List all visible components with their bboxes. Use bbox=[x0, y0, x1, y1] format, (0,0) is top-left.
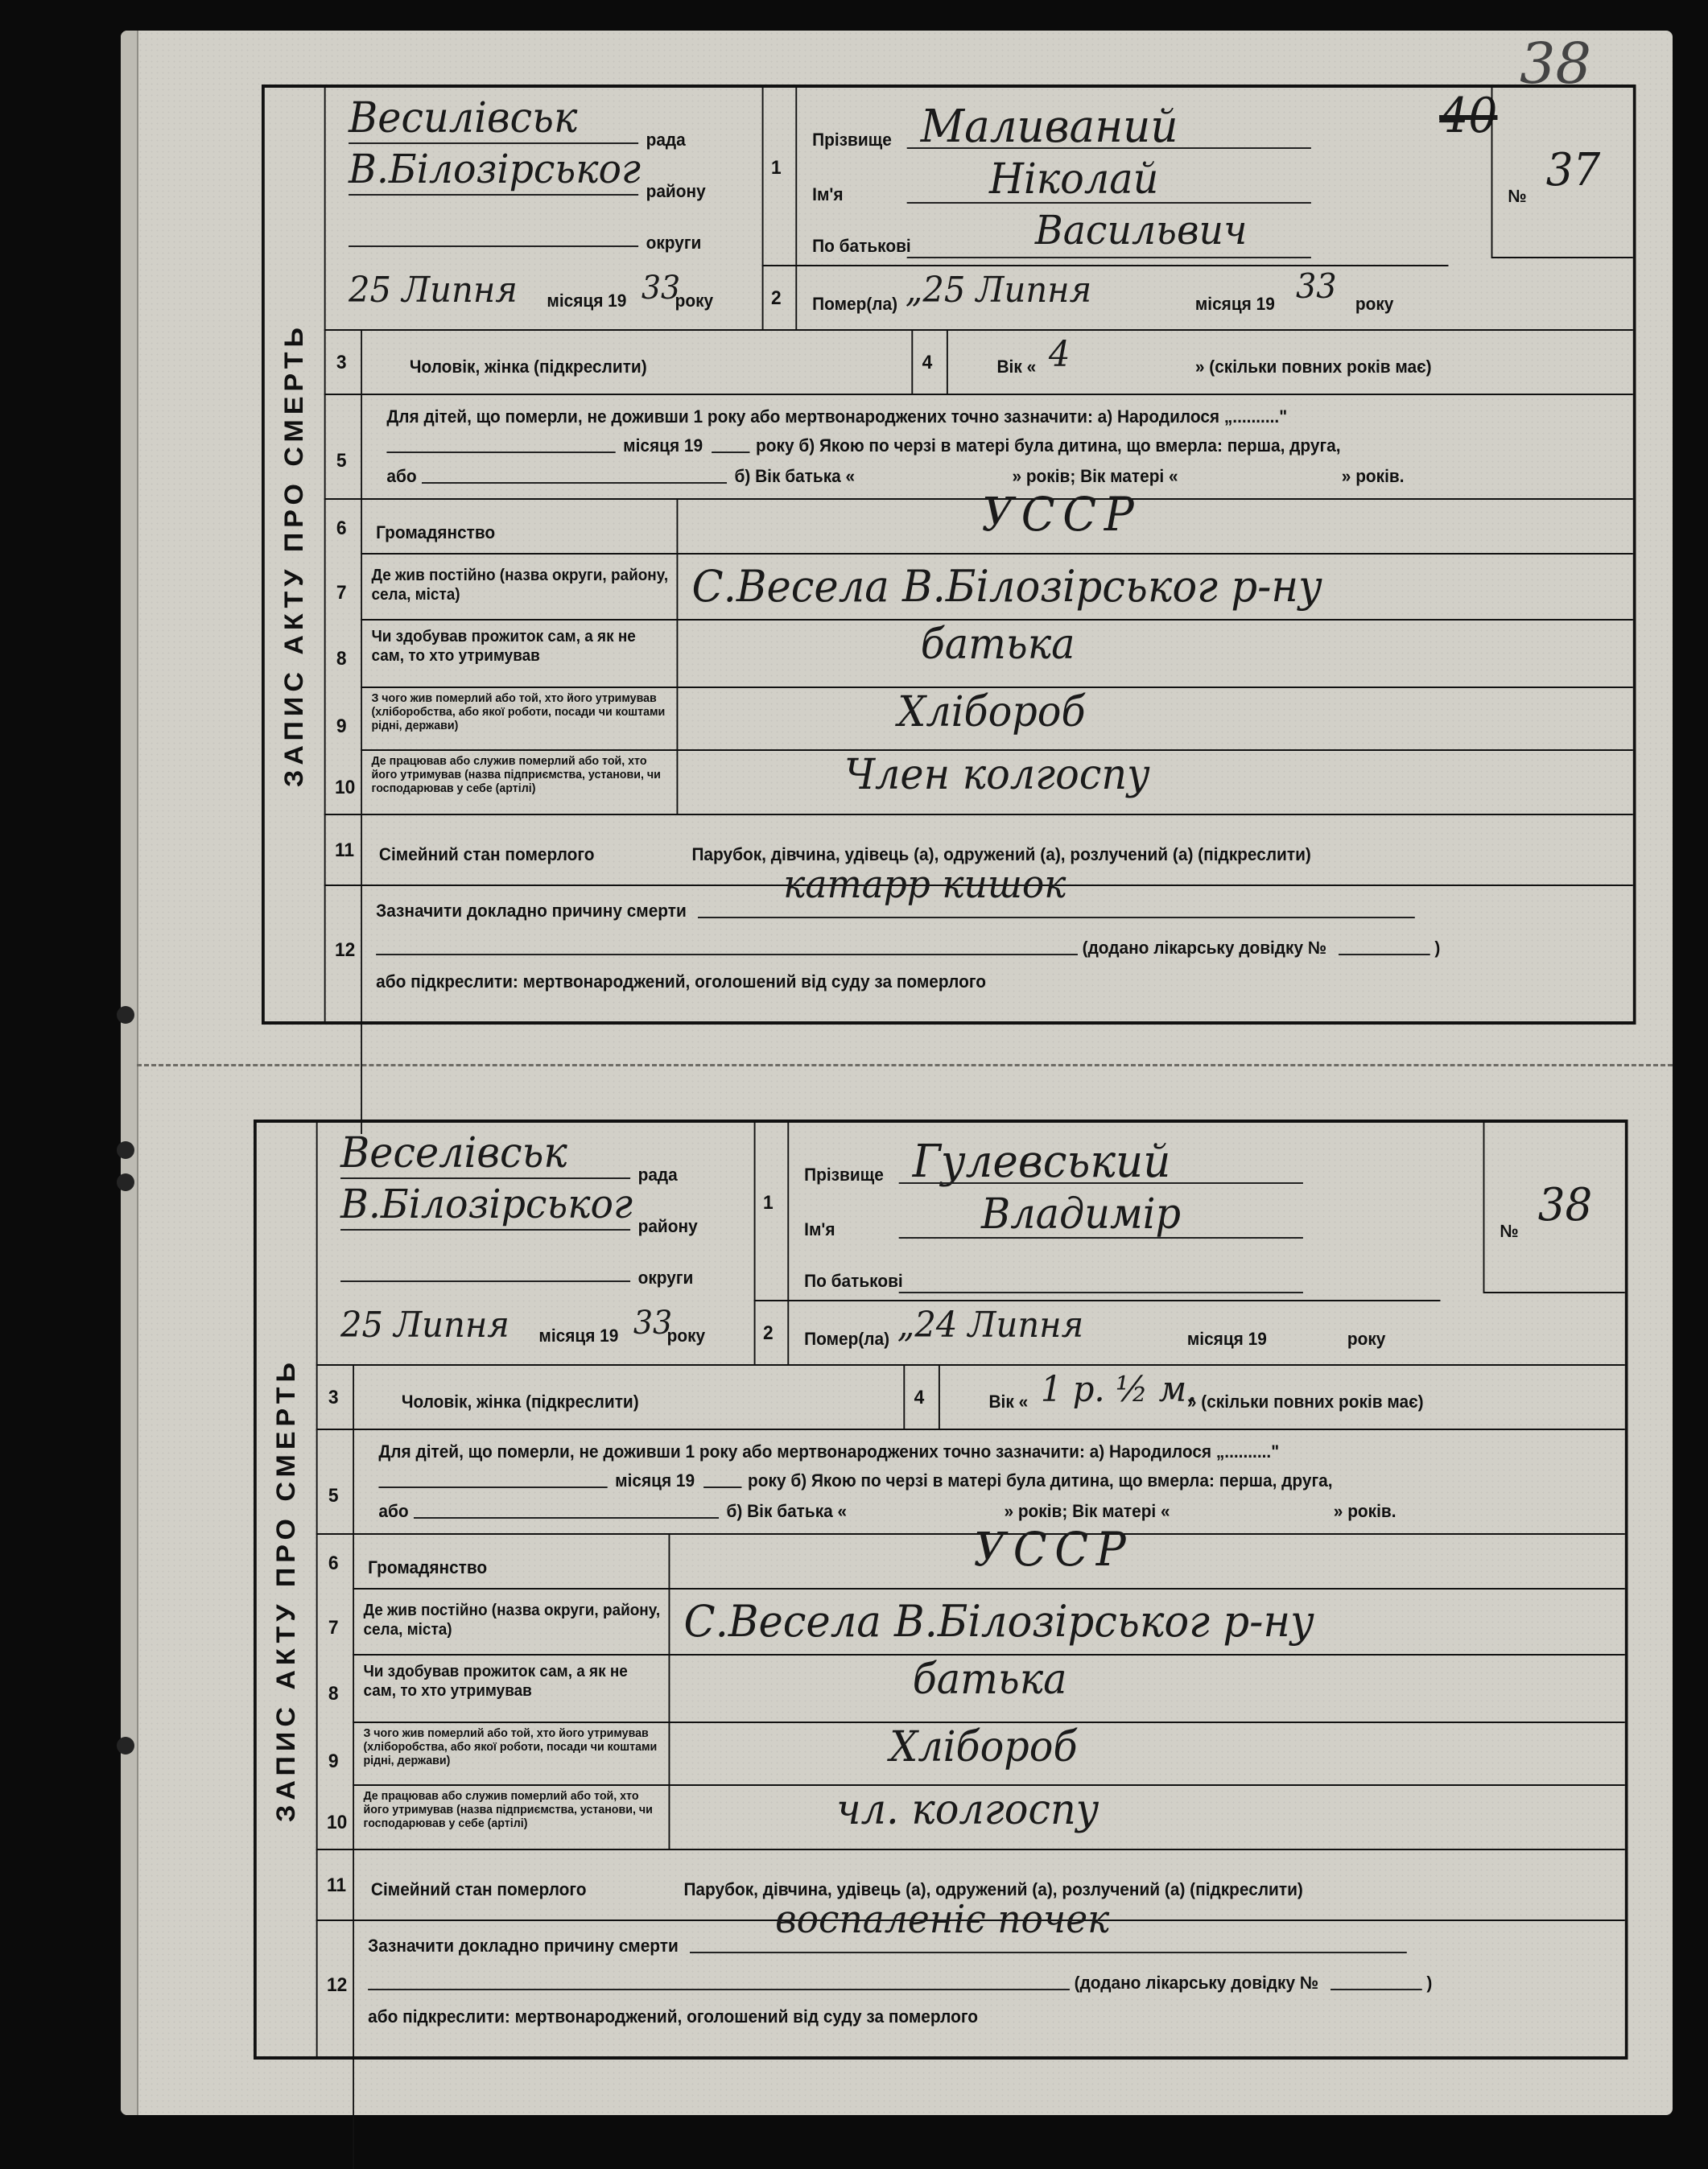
hw-citizen: УССР bbox=[981, 487, 1142, 542]
label-livelihood: Чи здобував прожиток сам, а як не сам, то хто утримував bbox=[363, 1663, 628, 1700]
label-marital: Сімейний стан померлого bbox=[370, 1879, 587, 1899]
row7-num: 7 bbox=[328, 1617, 339, 1639]
hw-age: 1 р. ½ м. bbox=[1040, 1369, 1198, 1410]
row6-num: 6 bbox=[328, 1553, 339, 1574]
label-citizen: Громадянство bbox=[376, 522, 496, 542]
rule-line bbox=[762, 88, 764, 329]
label-rayon: району bbox=[646, 181, 706, 201]
rule-line bbox=[414, 1517, 719, 1519]
rule-line bbox=[324, 498, 1633, 500]
death-record-form-1 bbox=[262, 85, 1636, 1025]
punch-hole bbox=[117, 1141, 134, 1159]
label-age: Вік « bbox=[988, 1392, 1029, 1412]
binding-strip bbox=[121, 31, 138, 2115]
label-patronymic: По батькові bbox=[804, 1271, 903, 1291]
row1-num: 1 bbox=[762, 1192, 774, 1214]
rule-line bbox=[316, 1849, 1625, 1850]
label-no: № bbox=[1508, 186, 1527, 206]
label-livelihood: Чи здобував прожиток сам, а як не сам, то хто утримував bbox=[371, 628, 636, 665]
label-surname: Прізвище bbox=[812, 130, 892, 150]
row11-num: 11 bbox=[334, 839, 355, 861]
rule-line bbox=[316, 1429, 1625, 1430]
rule-line bbox=[386, 452, 615, 453]
rule-line bbox=[340, 1177, 630, 1179]
hw-reg-date: 25 Липня bbox=[349, 270, 518, 311]
rule-line bbox=[422, 482, 727, 484]
rule-line bbox=[324, 814, 1633, 815]
hw-name: Владимір bbox=[981, 1190, 1182, 1239]
hw-work: Член колгоспу bbox=[844, 751, 1150, 799]
label-name: Ім'я bbox=[812, 184, 844, 204]
label-rada: рада bbox=[646, 130, 686, 150]
rule-line bbox=[316, 1123, 318, 2056]
rule-line bbox=[349, 245, 638, 247]
label-age-end: » (скільки повних років має) bbox=[1186, 1392, 1424, 1412]
hw-rada: Веселівськ bbox=[340, 1129, 567, 1177]
row5-l3a: або bbox=[378, 1501, 409, 1521]
label-died-year: року bbox=[1347, 1329, 1386, 1349]
rule-line bbox=[939, 1364, 940, 1429]
label-okrug: округи bbox=[646, 233, 702, 253]
hw-no: 38 bbox=[1537, 1179, 1593, 1231]
rule-line bbox=[668, 1533, 670, 1849]
row5-l2b: року б) Якою по черзі в матері була дитина, що вмерла: перша, друга, bbox=[756, 435, 1341, 456]
hw-reg-year: 33 bbox=[641, 270, 681, 307]
label-no: № bbox=[1500, 1221, 1519, 1241]
hw-income: Хлібороб bbox=[897, 688, 1086, 736]
punch-hole bbox=[117, 1737, 134, 1755]
rule-line bbox=[911, 329, 913, 394]
label-died: Помер(ла) bbox=[812, 294, 898, 314]
rule-line bbox=[899, 1292, 1303, 1293]
label-sex: Чоловік, жінка (підкреслити) bbox=[409, 357, 647, 377]
rule-line bbox=[676, 498, 678, 814]
hw-age: 4 bbox=[1048, 334, 1071, 375]
label-rada: рада bbox=[637, 1165, 678, 1185]
rule-line bbox=[316, 1533, 1625, 1535]
row5-l2: місяця 19 bbox=[623, 435, 703, 456]
rule-line bbox=[703, 1487, 741, 1488]
row5-l2: місяця 19 bbox=[615, 1470, 695, 1491]
hw-cause: воспаленіє почек bbox=[775, 1897, 1110, 1942]
row4-num: 4 bbox=[914, 1387, 925, 1408]
rule-line bbox=[368, 1989, 1070, 1990]
rule-line bbox=[787, 1123, 789, 1364]
label-name: Ім'я bbox=[804, 1219, 835, 1239]
row9-num: 9 bbox=[328, 1750, 339, 1772]
row3-num: 3 bbox=[336, 352, 347, 373]
rule-line bbox=[1491, 88, 1493, 257]
rule-line bbox=[349, 194, 638, 196]
row5-l1: Для дітей, що померли, не доживши 1 року або мертвонароджених точно зазначити: а) Народилося „.........." bbox=[378, 1441, 1280, 1462]
row2-num: 2 bbox=[762, 1322, 774, 1344]
label-died-month: місяця 19 bbox=[1186, 1329, 1267, 1349]
hw-patronymic: Васильвич bbox=[1034, 207, 1248, 254]
death-record-form-2 bbox=[254, 1120, 1628, 2060]
label-citizen: Громадянство bbox=[368, 1557, 488, 1577]
page-stamp: 38 bbox=[1520, 31, 1592, 97]
rule-line bbox=[1483, 1123, 1485, 1292]
hw-died: „25 Липня bbox=[905, 270, 1092, 311]
label-marital-options: Парубок, дівчина, удівець (а), одружений (а), розлучений (а) (підкреслити) bbox=[683, 1879, 1303, 1899]
label-age-end: » (скільки повних років має) bbox=[1194, 357, 1432, 377]
row5-l3c: » років; Вік матері « bbox=[1012, 466, 1178, 486]
hw-reg-year: 33 bbox=[633, 1305, 673, 1342]
rule-line bbox=[340, 1280, 630, 1282]
punch-hole bbox=[117, 1173, 134, 1191]
row11-num: 11 bbox=[326, 1874, 347, 1896]
row5-l1: Для дітей, що померли, не доживши 1 року або мертвонароджених точно зазначити: а) Народилося „.........." bbox=[386, 406, 1288, 427]
label-marital-options: Парубок, дівчина, удівець (а), одружений (а), розлучений (а) (підкреслити) bbox=[691, 844, 1311, 864]
row1-num: 1 bbox=[770, 157, 782, 179]
rule-line bbox=[1339, 954, 1430, 955]
label-cause: Зазначити докладно причину смерти bbox=[368, 1936, 679, 1956]
label-work: Де працював або служив померлий або той, хто його утримував (назва підприємства, установи, чи господарював у себе (артілі) bbox=[371, 754, 661, 795]
rule-line bbox=[754, 1123, 756, 1364]
hw-rada: Весилівськ bbox=[349, 94, 578, 142]
rule-line bbox=[762, 265, 1449, 266]
side-title bbox=[257, 1123, 316, 2056]
hw-no: 37 bbox=[1545, 144, 1601, 196]
rule-line bbox=[376, 954, 1078, 955]
hw-citizen: УССР bbox=[973, 1522, 1134, 1577]
label-doctor: (додано лікарську довідку № bbox=[1082, 938, 1327, 958]
rule-line bbox=[1491, 257, 1633, 258]
row5-num: 5 bbox=[328, 1485, 339, 1507]
rule-line bbox=[947, 329, 948, 394]
row8-num: 8 bbox=[328, 1683, 339, 1705]
hw-died: „24 Липня bbox=[897, 1305, 1084, 1346]
row9-num: 9 bbox=[336, 715, 347, 737]
row2-num: 2 bbox=[770, 287, 782, 309]
hw-work: чл. колгоспу bbox=[835, 1786, 1099, 1834]
punch-hole bbox=[117, 1006, 134, 1024]
row5-l3b: б) Вік батька « bbox=[726, 1501, 848, 1521]
row5-num: 5 bbox=[336, 450, 347, 472]
rule-line bbox=[353, 1364, 354, 2169]
label-patronymic: По батькові bbox=[812, 236, 911, 256]
perforation-line bbox=[137, 1064, 1673, 1066]
row10-num: 10 bbox=[334, 777, 356, 798]
label-died-month: місяця 19 bbox=[1194, 294, 1275, 314]
row12-num: 12 bbox=[326, 1974, 348, 1996]
label-or: або підкреслити: мертвонароджений, оголошений від суду за померлого bbox=[368, 2006, 978, 2027]
hw-strike: 40 bbox=[1439, 88, 1498, 144]
side-title bbox=[265, 88, 324, 1021]
label-died: Помер(ла) bbox=[804, 1329, 890, 1349]
label-month: місяця 19 bbox=[538, 1326, 619, 1346]
hw-rayon: В.Білозірськог bbox=[340, 1181, 633, 1227]
rule-line bbox=[340, 1229, 630, 1231]
rule-line bbox=[712, 452, 749, 453]
label-rayon: району bbox=[637, 1216, 698, 1236]
rule-line bbox=[349, 142, 638, 144]
rule-line bbox=[907, 257, 1311, 258]
label-income: З чого жив померлий або той, хто його утримував (хліборобства, або якої роботи, посади чи коштами рідні, держави) bbox=[371, 691, 666, 732]
hw-livelihood: батька bbox=[920, 621, 1075, 669]
label-okrug: округи bbox=[637, 1268, 694, 1288]
row4-num: 4 bbox=[922, 352, 933, 373]
row5-l2b: року б) Якою по черзі в матері була дитина, що вмерла: перша, друга, bbox=[748, 1470, 1333, 1491]
label-doctor: (додано лікарську довідку № bbox=[1074, 1973, 1319, 1993]
rule-line bbox=[899, 1182, 1303, 1184]
rule-line bbox=[361, 553, 1633, 555]
hw-surname: Маливаний bbox=[920, 101, 1178, 153]
hw-livelihood: батька bbox=[912, 1656, 1067, 1704]
hw-income: Хлібороб bbox=[889, 1723, 1078, 1771]
label-age: Вік « bbox=[996, 357, 1037, 377]
rule-line bbox=[795, 88, 797, 329]
label-year: року bbox=[666, 1326, 706, 1346]
side-title: ЗАПИС АКТУ ПРО СМЕРТЬ bbox=[271, 1357, 301, 1822]
row5-l3d: » років. bbox=[1333, 1501, 1397, 1521]
rule-line bbox=[324, 394, 1633, 395]
hw-cause: катарр кишок bbox=[783, 862, 1066, 907]
rule-line bbox=[903, 1364, 905, 1429]
lbl-doctor-end: ) bbox=[1426, 1973, 1433, 1993]
label-month: місяця 19 bbox=[547, 291, 627, 311]
lbl-doctor-end: ) bbox=[1434, 938, 1441, 958]
row7-num: 7 bbox=[336, 582, 347, 604]
hw-name: Ніколай bbox=[989, 155, 1159, 204]
rule-line bbox=[907, 147, 1311, 149]
hw-surname: Гулевський bbox=[912, 1136, 1171, 1188]
label-cause: Зазначити докладно причину смерти bbox=[376, 901, 687, 921]
rule-line bbox=[316, 1364, 1625, 1366]
rule-line bbox=[907, 202, 1311, 204]
rule-line bbox=[698, 917, 1415, 918]
rule-line bbox=[1331, 1989, 1422, 1990]
rule-line bbox=[324, 329, 1633, 331]
row5-l3b: б) Вік батька « bbox=[734, 466, 856, 486]
row6-num: 6 bbox=[336, 518, 347, 539]
rule-line bbox=[353, 1588, 1625, 1590]
label-sex: Чоловік, жінка (підкреслити) bbox=[401, 1392, 639, 1412]
rule-line bbox=[1483, 1292, 1625, 1293]
hw-died-year: 33 bbox=[1295, 266, 1337, 306]
row10-num: 10 bbox=[326, 1812, 348, 1833]
label-or: або підкреслити: мертвонароджений, оголошений від суду за померлого bbox=[376, 971, 986, 992]
hw-residence: С.Весела В.Білозірськог р-ну bbox=[691, 561, 1322, 612]
label-income: З чого жив померлий або той, хто його утримував (хліборобства, або якої роботи, посади чи коштами рідні, держави) bbox=[363, 1726, 658, 1767]
row5-l3d: » років. bbox=[1341, 466, 1405, 486]
rule-line bbox=[754, 1300, 1441, 1301]
row8-num: 8 bbox=[336, 648, 347, 670]
rule-line bbox=[378, 1487, 607, 1488]
side-title: ЗАПИС АКТУ ПРО СМЕРТЬ bbox=[279, 322, 309, 787]
rule-line bbox=[324, 88, 326, 1021]
rule-line bbox=[361, 329, 362, 1134]
hw-residence: С.Весела В.Білозірськог р-ну bbox=[683, 1596, 1314, 1647]
hw-rayon: В.Білозірськог bbox=[349, 146, 642, 192]
rule-line bbox=[899, 1237, 1303, 1239]
label-marital: Сімейний стан померлого bbox=[378, 844, 595, 864]
label-residence: Де жив постійно (назва округи, району, села, міста) bbox=[371, 567, 669, 604]
label-surname: Прізвище bbox=[804, 1165, 884, 1185]
row5-l3a: або bbox=[386, 466, 417, 486]
label-year: року bbox=[675, 291, 714, 311]
row12-num: 12 bbox=[334, 939, 356, 961]
label-work: Де працював або служив померлий або той, хто його утримував (назва підприємства, установи, чи господарював у себе (артілі) bbox=[363, 1789, 653, 1830]
label-residence: Де жив постійно (назва округи, району, села, міста) bbox=[363, 1602, 661, 1639]
row5-l3c: » років; Вік матері « bbox=[1004, 1501, 1170, 1521]
row3-num: 3 bbox=[328, 1387, 339, 1408]
rule-line bbox=[690, 1952, 1407, 1953]
label-died-year: року bbox=[1355, 294, 1394, 314]
hw-reg-date: 25 Липня bbox=[340, 1305, 510, 1346]
